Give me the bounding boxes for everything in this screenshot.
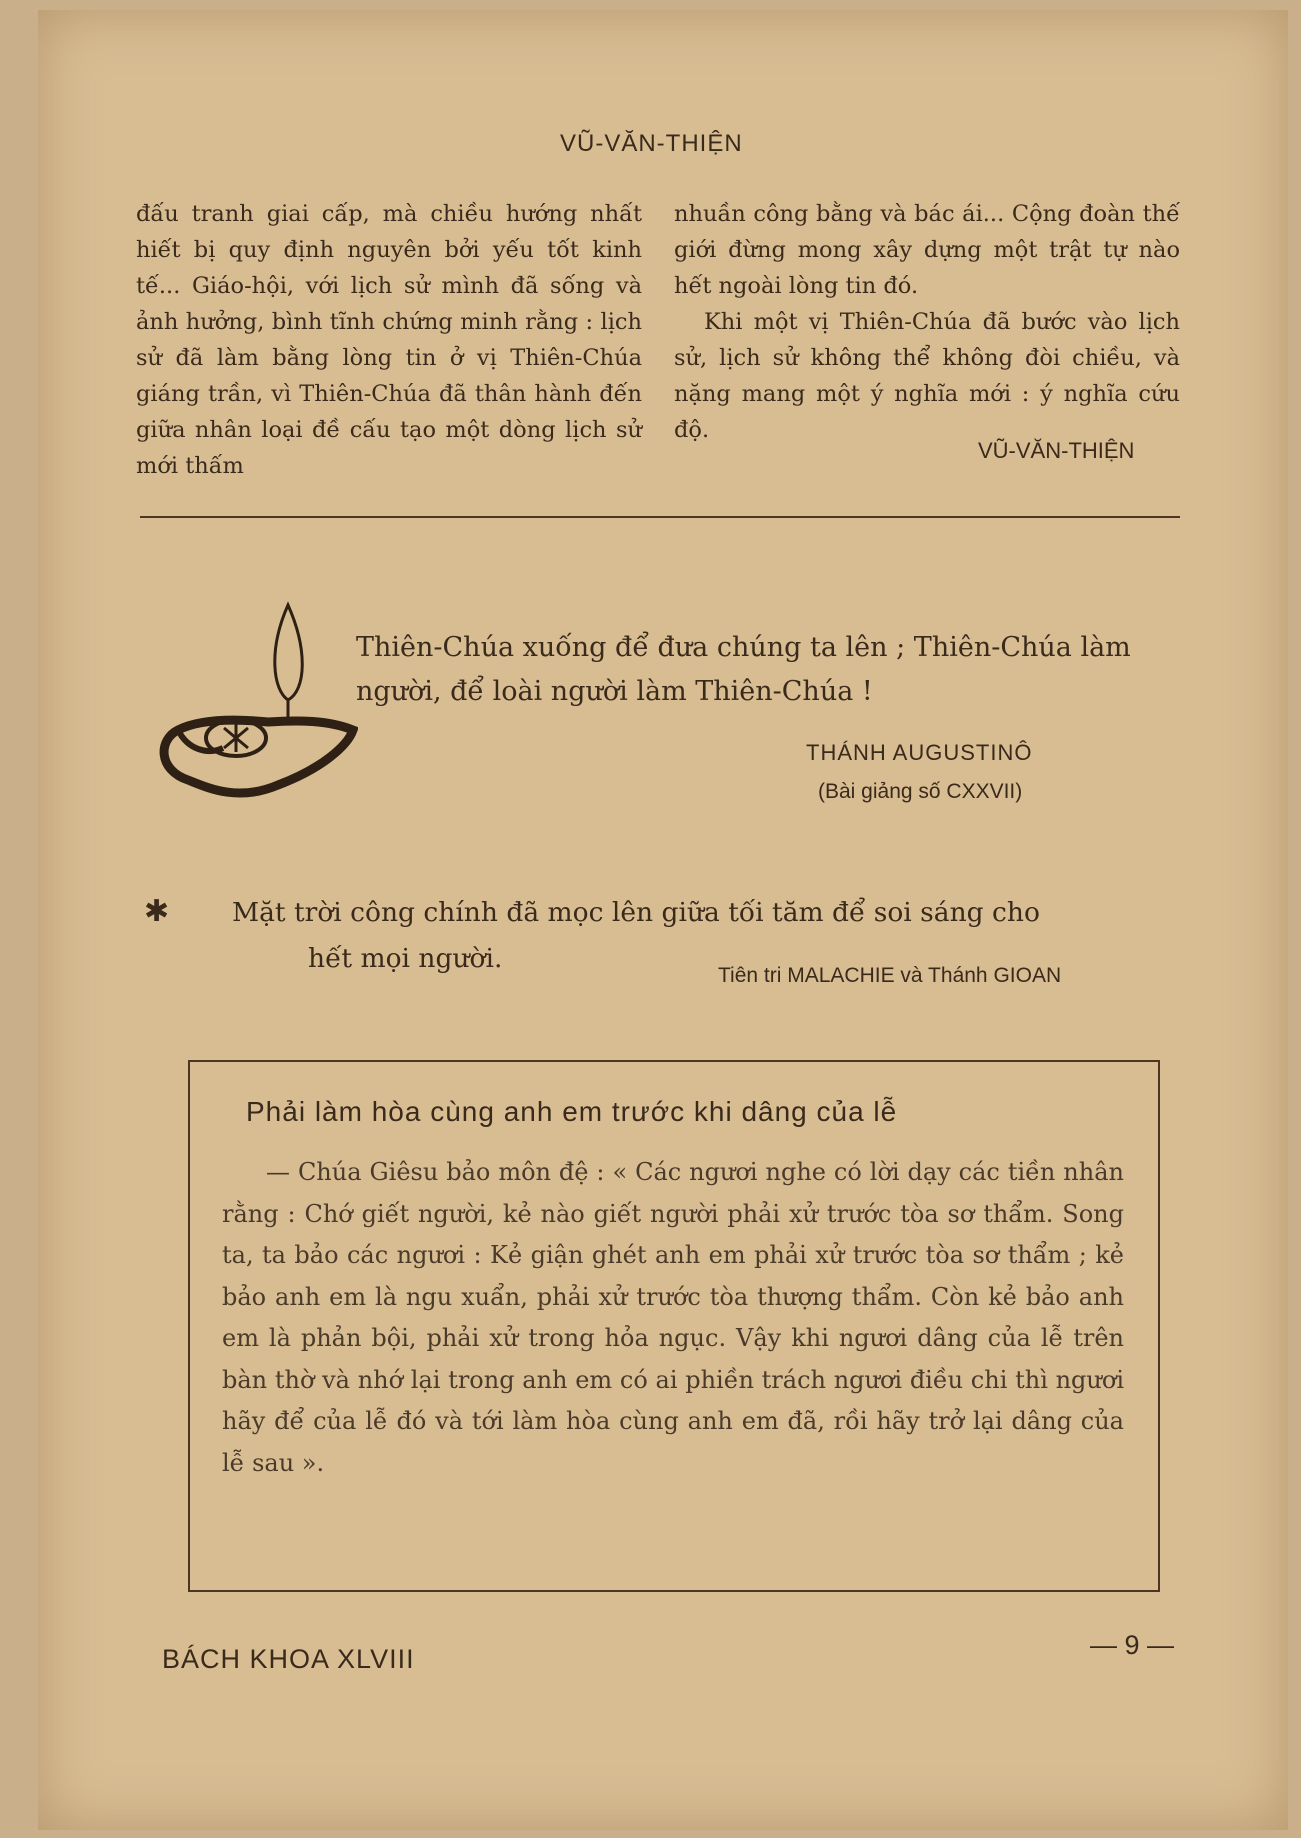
malachie-quote-line-1: Mặt trời công chính đã mọc lên giữa tối tăm để soi sáng cho (232, 897, 1040, 928)
page-number: — 9 — (1090, 1630, 1175, 1660)
right-column-paragraph-1: nhuần công bằng và bác ái... Cộng đoàn thế giới đừng mong xây dựng một trật tự nào hết ngoài lòng tin đó. (674, 201, 1180, 299)
article-signature: VŨ-VĂN-THIỆN (978, 438, 1135, 463)
malachie-quote-author: Tiên tri MALACHIE và Thánh GIOAN (718, 964, 1062, 987)
right-column-paragraph-2: Khi một vị Thiên-Chúa đã bước vào lịch sử, lịch sử không thể không đòi chiều, và nặng mang một ý nghĩa mới : ý nghĩa cứu độ. (674, 309, 1180, 443)
malachie-quote-line-2: hết mọi người. (308, 943, 503, 974)
left-column (136, 196, 642, 484)
running-head: VŨ-VĂN-THIỆN (560, 130, 743, 157)
augustine-quote (356, 626, 1188, 714)
augustine-quote-source: (Bài giảng số CXXVII) (818, 780, 1023, 803)
augustine-quote-text: Thiên-Chúa xuống để đưa chúng ta lên ; Thiên-Chúa làm người, để loài người làm Thiên-Chúa ! (356, 632, 1131, 707)
augustine-quote-author: THÁNH AUGUSTINÔ (806, 740, 1033, 765)
boxed-excerpt-title: Phải làm hòa cùng anh em trước khi dâng của lễ (246, 1096, 898, 1127)
boxed-excerpt-text: — Chúa Giêsu bảo môn đệ : « Các ngươi nghe có lời dạy các tiền nhân rằng : Chớ giết người, kẻ nào giết người phải xử trước tòa sơ thẩm. Song ta, ta bảo các ngươi : Kẻ giận ghét anh em phải xử trước tòa sơ thẩm ; kẻ bảo anh em là ngu xuẩn, phải xử trước tòa thượng thẩm. Còn kẻ bảo anh em là phản bội, phải xử trong hỏa ngục. Vậy khi ngươi dâng của lễ trên bàn thờ và nhớ lại trong anh em có ai phiền trách ngươi điều chi thì ngươi hãy để của lễ đó và tới làm hòa cùng anh em đã, rồi hãy trở lại dâng của lễ sau ». (222, 1158, 1124, 1477)
star-ornament-icon: ✱ (144, 894, 170, 929)
oil-lamp-icon (148, 580, 358, 810)
right-column (674, 196, 1180, 448)
boxed-excerpt-body (222, 1152, 1124, 1484)
section-divider (140, 516, 1180, 518)
magazine-footer: BÁCH KHOA XLVIII (162, 1644, 415, 1674)
left-column-text: đấu tranh giai cấp, mà chiều hướng nhất hiết bị quy định nguyên bởi yếu tốt kinh tế... Giáo-hội, với lịch sử mình đã sống và ảnh hưởng, bình tĩnh chứng minh rằng : lịch sử đã làm bằng lòng tin ở vị Thiên-Chúa giáng trần, vì Thiên-Chúa đã thân hành đến giữa nhân loại đề cấu tạo một dòng lịch sử mới thấm (136, 201, 642, 479)
